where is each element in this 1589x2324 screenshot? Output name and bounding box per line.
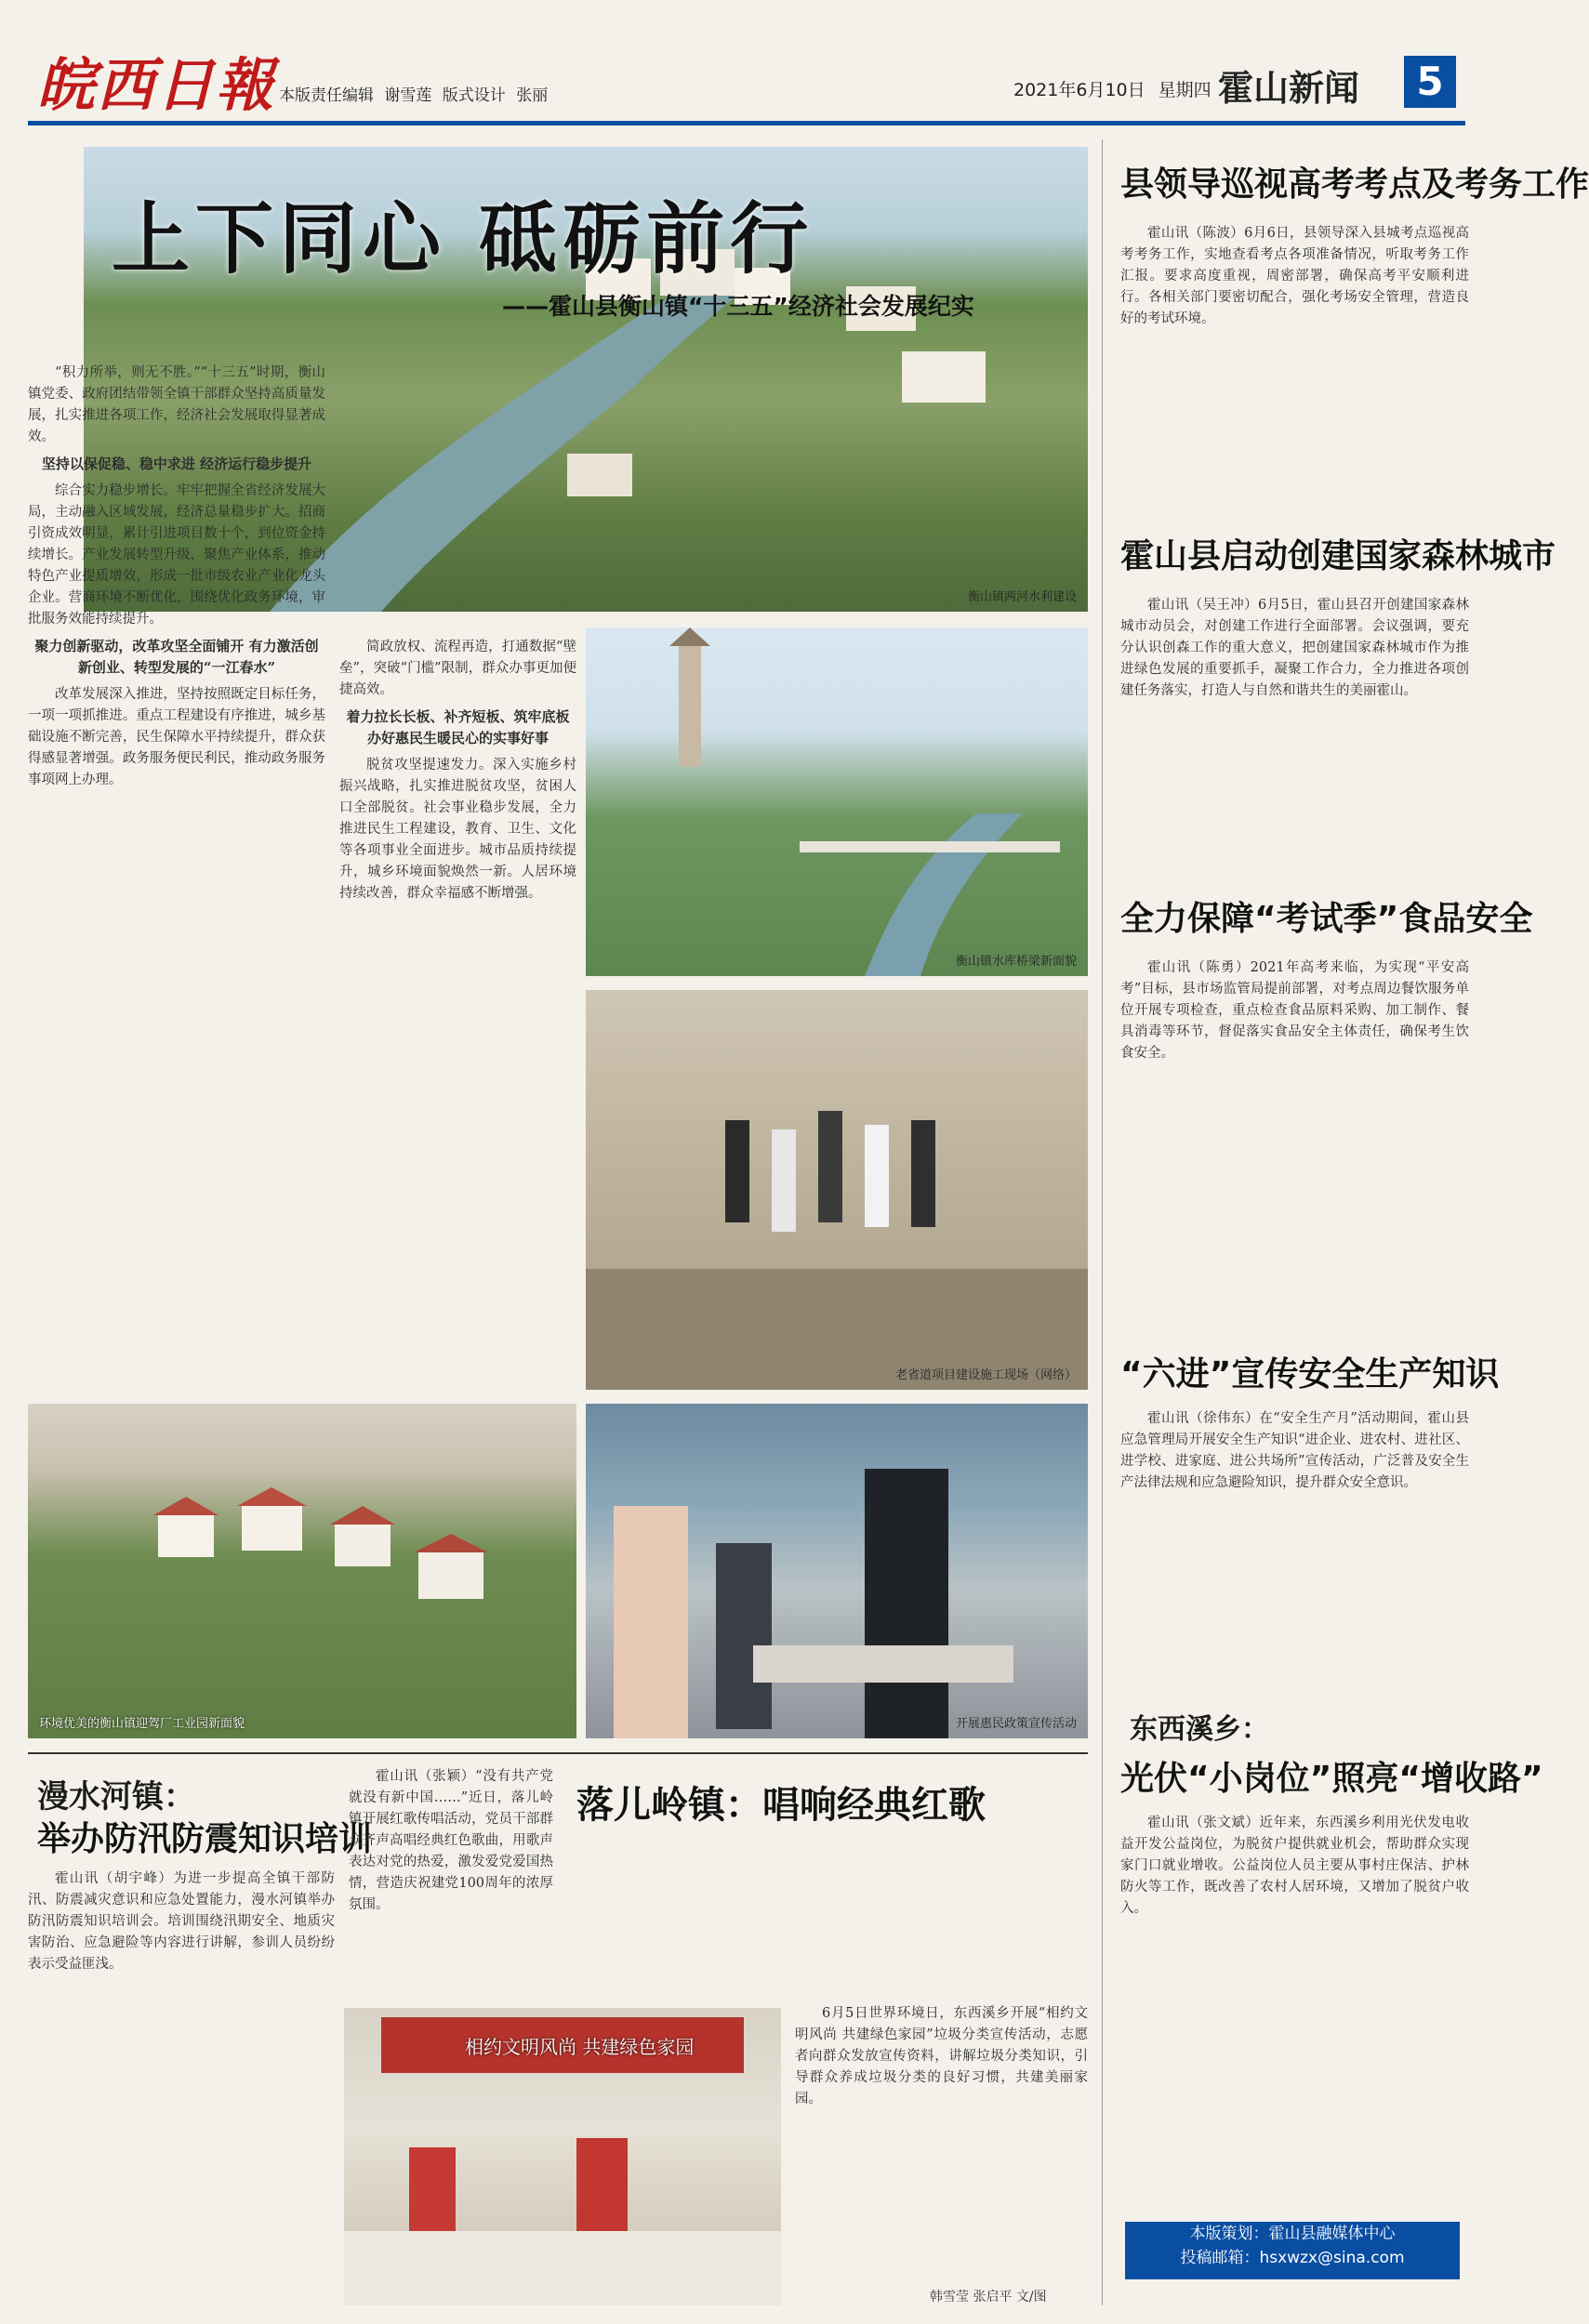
lead-subhead-1: 坚持以保促稳、稳中求进 经济运行稳步提升: [41, 456, 312, 472]
photo-caption-mid: 衡山镇水库桥梁新面貌: [955, 955, 1077, 969]
column-divider: [1102, 139, 1103, 2305]
photo-caption-construction: 老省道项目建设施工现场（网络）: [894, 1368, 1077, 1382]
masthead-rule: [28, 121, 1465, 125]
lead-column-2: [339, 637, 576, 1380]
masthead: [0, 0, 1493, 139]
lead-subheadline: ——霍山县衡山镇“十三五”经济社会发展纪实: [502, 293, 974, 320]
bottom-photo: [344, 2008, 781, 2305]
article-flood-text: 霍山讯（胡宇峰）为进一步提高全镇干部防汛、防震减灾意识和应急处置能力，漫水河镇举办防汛防震知识培训会。培训围绕汛期安全、地质灾害防治、应急避险等内容进行讲解，参训人员纷纷表示受益匪浅。: [28, 1871, 335, 1972]
article-song-title: 落儿岭镇：唱响经典红歌: [576, 1784, 986, 1827]
lead-paragraph-2: 改革发展深入推进，坚持按照既定目标任务，一项一项抓推进。重点工程建设有序推进，城乡基础设施不断完善，民生保障水平持续提升，群众获得感显著增强。政务服务便民利民，推动政务服务事项网上办理。: [28, 687, 325, 787]
lead-photo-right: [586, 1404, 1088, 1738]
pagoda-bridge-icon: [586, 627, 1088, 976]
village-houses-icon: [28, 1404, 576, 1738]
people-reading-icon: [586, 1404, 1088, 1738]
article-solar-text: 霍山讯（张文斌）近年来，东西溪乡利用光伏发电收益开发公益岗位，为脱贫户提供就业机会，帮助群众实现家门口就业增收。公益岗位人员主要从事村庄保洁、护林防火等工作，既改善了农村人居环境，又增加了脱贫户收入。: [1120, 1816, 1469, 1916]
article-solar-body: [1120, 1813, 1469, 2203]
article-safety-title: “六进”宣传安全生产知识: [1120, 1355, 1500, 1393]
article-song-body-1: [349, 1766, 553, 1994]
article-solar-kicker: 东西溪乡：: [1130, 1713, 1269, 1746]
editor-credits: 本版责任编辑 谢雪莲 版式设计 张丽: [279, 86, 549, 105]
photo-caption-top: 衡山镇两河水利建设: [967, 590, 1077, 604]
lead-paragraph-3: 简政放权、流程再造，打通数据“壁垒”，突破“门槛”限制，群众办事更加便捷高效。: [339, 640, 576, 697]
article-flood-title: 举办防汛防震知识培训: [37, 1820, 373, 1858]
footer-email: 投稿邮箱：hsxwzx@sina.com: [1180, 2249, 1405, 2267]
lead-headline: 上下同心 砥砺前行: [112, 193, 814, 284]
lead-photo-left: [28, 1404, 576, 1738]
article-forest-text: 霍山讯（吴王冲）6月5日，霍山县召开创建国家森林城市动员会，对创建工作进行全面部署。会议强调，要充分认识创森工作的重大意义，把创建国家森林城市作为推进绿色发展的重要抓手，凝聚工作合力，全力推进各项创建任务落实，打造人与自然和谐共生的美丽霍山。: [1120, 598, 1469, 698]
lead-intro: “积力所举，则无不胜。”“十三五”时期，衡山镇党委、政府团结带领全镇干部群众坚持高质量发展，扎实推进各项工作，经济社会发展取得显著成效。: [28, 365, 325, 444]
lead-column-1: [28, 363, 325, 1390]
lead-photo-mid: [586, 627, 1088, 976]
construction-workers-icon: [586, 990, 1088, 1390]
article-song-text: 霍山讯（张颖）“没有共产党就没有新中国……”近日，落儿岭镇开展红歌传唱活动，党员干部群众齐声高唱经典红色歌曲，用歌声表达对党的热爱，激发爱党爱国热情，营造庆祝建党100周年的浓厚氛围。: [349, 1769, 553, 1912]
lead-paragraph-4: 脱贫攻坚提速发力。深入实施乡村振兴战略，扎实推进脱贫攻坚，贫困人口全部脱贫。社会事业稳步发展，全力推进民生工程建设，教育、卫生、文化等各项事业全面进步。城市品质持续提升，城乡环境面貌焕然一新。人居环境持续改善，群众幸福感不断增强。: [339, 758, 576, 901]
article-exam-body: [1120, 223, 1469, 502]
article-exam-title: 县领导巡视高考考点及考务工作: [1120, 165, 1589, 204]
photo-caption-right: 开展惠民政策宣传活动: [955, 1717, 1077, 1731]
lead-subhead-3: 着力拉长长板、补齐短板、筑牢底板 办好惠民生暖民心的实事好事: [346, 708, 570, 746]
newspaper-logo: 皖西日報: [37, 51, 276, 119]
article-exam-text: 霍山讯（陈波）6月6日，县领导深入县城考点巡视高考考务工作，实地查看考点各项准备情况，听取考务工作汇报。要求高度重视，周密部署，确保高考平安顺利进行。各相关部门要密切配合，强化考场安全管理，营造良好的考试环境。: [1120, 226, 1469, 326]
article-flood-body: [28, 1868, 335, 2305]
article-forest-title: 霍山县启动创建国家森林城市: [1120, 537, 1556, 575]
bottom-divider: [28, 1752, 1088, 1754]
section-name: 霍山新闻: [1218, 68, 1360, 109]
issue-date: 2021年6月10日 星期四: [1013, 80, 1212, 100]
lead-photo-construction: [586, 990, 1088, 1390]
photo-caption-left: 环境优美的衡山镇迎驾厂工业园新面貌: [39, 1717, 245, 1731]
article-food-body: [1120, 957, 1469, 1320]
article-safety-text: 霍山讯（徐伟东）在“安全生产月”活动期间，霍山县应急管理局开展安全生产知识“进企业、进农村、进社区、进学校、进家庭、进公共场所”宣传活动，广泛普及安全生产法律法规和应急避险知识，提升群众安全意识。: [1120, 1411, 1469, 1490]
lead-subhead-2: 聚力创新驱动，改革攻坚全面铺开 有力激活创新创业、转型发展的“一江春水”: [34, 638, 319, 676]
article-solar-title: 光伏“小岗位”照亮“增收路”: [1120, 1760, 1543, 1798]
article-flood-kicker: 漫水河镇：: [37, 1778, 195, 1816]
footer-planner: 本版策划：霍山县融媒体中心: [1189, 2225, 1396, 2243]
article-safety-body: [1120, 1408, 1469, 1687]
article-env-body: [795, 2003, 1088, 2282]
article-food-title: 全力保障“考试季”食品安全: [1120, 900, 1533, 938]
article-env-text: 6月5日世界环境日，东西溪乡开展“相约文明风尚 共建绿色家园”垃圾分类宣传活动，志愿者向群众发放宣传资料，讲解垃圾分类知识，引导群众养成垃圾分类的良好习惯，共建美丽家园。: [795, 2006, 1088, 2106]
article-env-byline: 韩雪莹 张启平 文/图: [930, 2290, 1047, 2304]
footer-credit-box: [1125, 2222, 1460, 2279]
article-forest-body: [1120, 595, 1469, 865]
article-food-text: 霍山讯（陈勇）2021年高考来临，为实现“平安高考”目标，县市场监管局提前部署，对考点周边餐饮服务单位开展专项检查，重点检查食品原料采购、加工制作、餐具消毒等环节，督促落实食品安全主体责任，确保考生饮食安全。: [1120, 960, 1469, 1061]
bottom-photo-banner: 相约文明风尚 共建绿色家园: [465, 2036, 695, 2058]
page-number: 5: [1404, 56, 1456, 108]
lead-paragraph-1: 综合实力稳步增长。牢牢把握全省经济发展大局，主动融入区域发展，经济总量稳步扩大。招商引资成效明显，累计引进项目数十个，到位资金持续增长。产业发展转型升级，聚焦产业体系，推动特色产业提质增效，形成一批市级农业产业化龙头企业。营商环境不断优化，围绕优化政务环境，审批服务效能持续提升。: [28, 483, 325, 627]
